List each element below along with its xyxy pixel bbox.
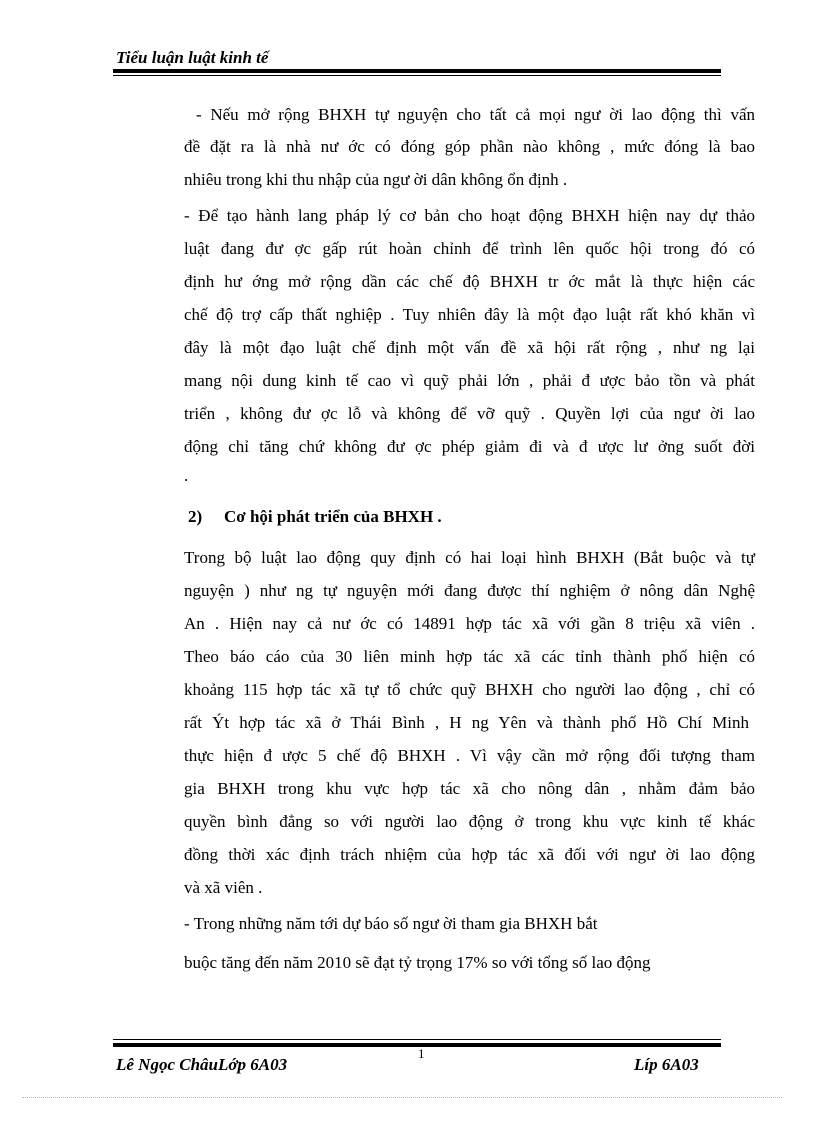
text-line: chế độ trợ cấp thất nghiệp . Tuy nhiên đây là một đạo luật rất khó khăn vì [184,305,755,324]
text-line: đồng thời xác định trách nhiệm của hợp tác xã đối với ngư ời lao động [184,845,755,864]
footer-right: Líp 6A03 [634,1055,699,1074]
footer-left: Lê Ngọc ChâuLớp 6A03 [116,1055,288,1074]
text-line: thực hiện đ ược 5 chế độ BHXH . Vì vậy cần mở rộng đối tượng tham [184,746,755,765]
section-heading [188,507,442,527]
text-line: luật đang đư ợc gấp rút hoàn chỉnh để trình lên quốc hội trong đó có [184,239,755,258]
text-line: và xã viên . [184,878,263,897]
text-line: . [184,466,189,485]
header-rule-thick [113,69,721,73]
text-line: rất Ýt hợp tác xã ở Thái Bình , H ng Yên và thành phố Hồ Chí Minh [184,713,749,732]
page-bottom-dotted-line [22,1097,782,1098]
section-heading-text: Cơ hội phát triển của BHXH . [224,507,442,526]
text-line: Theo báo cáo của 30 liên minh hợp tác xã các tỉnh thành phố hiện có [184,647,755,666]
footer-rule-thin [113,1039,721,1040]
text-line: gia BHXH trong khu vực hợp tác xã cho nông dân , nhằm đảm bảo [184,779,755,798]
text-line: nhiêu trong khi thu nhập của ngư ời dân không ổn định . [184,170,568,189]
text-line: - Trong những năm tới dự báo số ngư ời tham gia BHXH bắt [184,914,598,933]
text-line: - Nếu mở rộng BHXH tự nguyện cho tất cả mọi ngư ời lao động thì vấn [196,105,755,124]
page-number: 1 [418,1046,425,1061]
footer-rule-thick [113,1043,721,1047]
text-line: - Để tạo hành lang pháp lý cơ bản cho hoạt động BHXH hiện nay dự thảo [184,206,755,225]
header-title: Tiểu luận luật kinh tế [116,48,269,67]
section-heading-number: 2) [188,507,203,526]
text-line: khoảng 115 hợp tác xã tự tổ chức quỹ BHXH cho người lao động , chỉ có [184,680,755,699]
text-line: triển , không đư ợc lỗ và không để vỡ quỹ . Quyền lợi của ngư ời lao [184,404,755,423]
header-rule-thin [113,75,721,76]
text-line: quyền bình đẳng so với người lao động ở trong khu vực kinh tế khác [184,812,755,831]
text-line: động chỉ tăng chứ không đư ợc phép giảm đi và đ ược lư ởng suốt đời [184,437,755,456]
text-line: định hư ớng mở rộng dần các chế độ BHXH tr ớc mắt là thực hiện các [184,272,755,291]
text-line: nguyện ) như ng tự nguyện mới đang được thí nghiệm ở nông dân Nghệ [184,581,755,600]
text-line: Trong bộ luật lao động quy định có hai loại hình BHXH (Bắt buộc và tự [184,548,755,567]
text-line: đề đặt ra là nhà nư ớc có đóng góp phần nào không , mức đóng là bao [184,137,755,156]
text-line: An . Hiện nay cả nư ớc có 14891 hợp tác xã với gần 8 triệu xã viên . [184,614,755,633]
text-line: đây là một đạo luật chế định một vấn đề xã hội rất rộng , như ng lại [184,338,755,357]
text-line: mang nội dung kinh tế cao vì quỹ phải lớn , phải đ ược bảo tồn và phát [184,371,755,390]
text-line: buộc tăng đến năm 2010 sẽ đạt tỷ trọng 17% so với tổng số lao động [184,953,651,972]
